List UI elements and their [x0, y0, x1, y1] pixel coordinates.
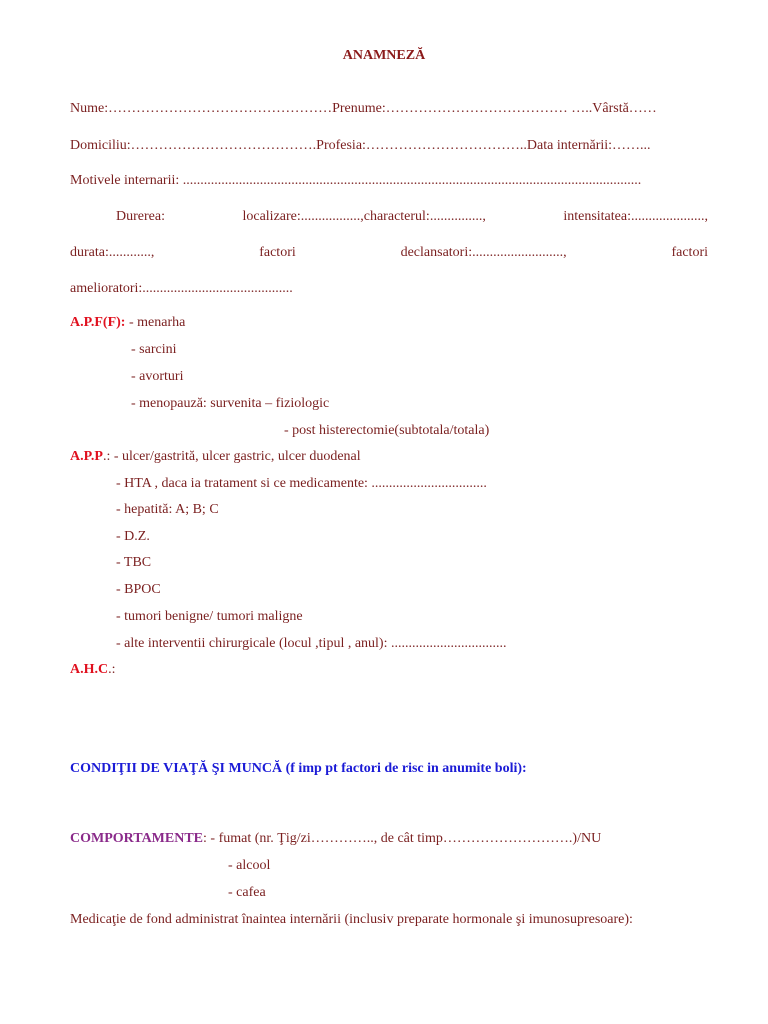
- pain-row-3: amelioratori:...........................................: [70, 281, 293, 296]
- motive-line: Motivele internarii: ...................................................................................................................................: [70, 173, 642, 188]
- domicile-line: Domiciliu:………………………………….Profesia:……………………………..Data internării:……...: [70, 138, 651, 153]
- medication-line: Medicaţie de fond administrat înaintea internării (inclusiv preparate hormonale şi imunosupresoare):: [70, 912, 633, 927]
- apf-label: A.P.F(F):: [70, 315, 126, 330]
- conditions-heading: CONDIŢII DE VIAŢĂ ŞI MUNCĂ (f imp pt factori de risc in anumite boli):: [70, 761, 527, 776]
- app-label: A.P.P: [70, 449, 103, 464]
- pain-factors-word: factori: [259, 245, 296, 260]
- pain-label: Durerea:: [116, 209, 165, 224]
- apf-line: [70, 314, 185, 332]
- apf-item: - menopauză: survenita – fiziologic: [131, 396, 330, 411]
- app-item: - alte interventii chirurgicale (locul ,tipul , anul): .................................: [116, 636, 507, 651]
- page-title: ANAMNEZĂ: [342, 48, 426, 63]
- apf-item: - sarcini: [131, 342, 177, 357]
- behaviors-line: [70, 830, 601, 848]
- ahc-label: A.H.C: [70, 662, 109, 677]
- apf-item: - avorturi: [131, 369, 184, 384]
- app-item: - tumori benigne/ tumori maligne: [116, 609, 303, 624]
- app-item: - hepatită: A; B; C: [116, 502, 219, 517]
- behaviors-label: COMPORTAMENTE: [70, 831, 204, 846]
- app-line: [70, 448, 361, 466]
- app-first-item: .: - ulcer/gastrită, ulcer gastric, ulcer duodenal: [102, 449, 361, 464]
- behaviors-first-item: : - fumat (nr. Ţig/zi………….., de cât timp……………………….)/NU: [203, 831, 602, 846]
- app-item: - HTA , daca ia tratament si ce medicamente: .................................: [116, 476, 487, 491]
- app-item: - BPOC: [116, 582, 161, 597]
- ahc-line: [70, 661, 116, 679]
- apf-first-item: - menarha: [125, 315, 186, 330]
- apf-post-item: - post histerectomie(subtotala/totala): [284, 423, 490, 438]
- identity-line: Nume:…………………………………………Prenume:………………………………… …..Vârstă……: [70, 101, 657, 116]
- behaviors-item: - alcool: [228, 858, 271, 873]
- behaviors-item: - cafea: [228, 885, 266, 900]
- pain-duration: durata:............,: [70, 245, 155, 260]
- pain-row-2: [70, 244, 708, 262]
- app-item: - TBC: [116, 555, 152, 570]
- ahc-suffix: .:: [108, 662, 116, 677]
- pain-triggering: declansatori:..........................,: [400, 245, 567, 260]
- pain-localization: localizare:.................,characterul:...............,: [242, 209, 486, 224]
- pain-factors-word-2: factori: [671, 245, 708, 260]
- app-item: - D.Z.: [116, 529, 150, 544]
- pain-intensity: intensitatea:.....................,: [563, 209, 708, 224]
- pain-row-1: [70, 208, 708, 226]
